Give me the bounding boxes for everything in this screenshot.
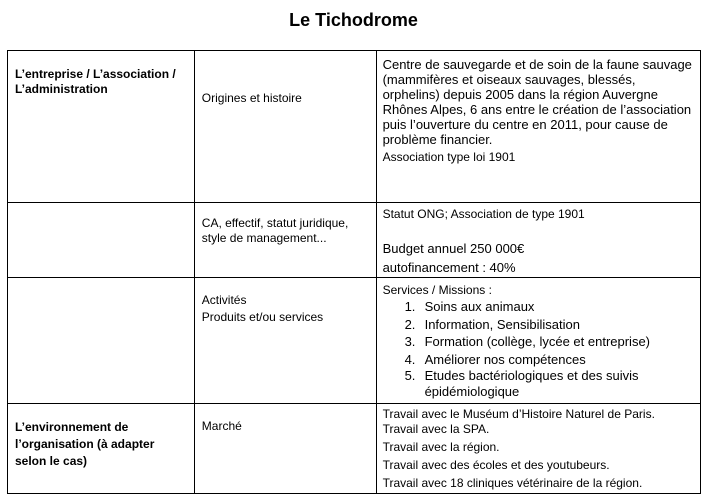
row-topic-cell — [194, 404, 376, 494]
row-topic-cell — [194, 51, 376, 203]
missions-header: Services / Missions : — [382, 283, 492, 297]
topic-label-activities: Activités — [201, 293, 247, 307]
association-type: Association type loi 1901 — [382, 150, 516, 164]
topic-label: CA, effectif, statut juridique, style de management... — [201, 216, 349, 245]
row-topic-cell — [194, 278, 376, 404]
category-label: L’entreprise / L’association / L’administration — [15, 67, 176, 96]
row-category-cell — [8, 51, 195, 203]
category-label: L’environnement de l’organisation (à adapter selon le cas) — [15, 420, 155, 468]
topic-label: Origines et histoire — [201, 90, 302, 105]
row-category-cell — [8, 404, 195, 494]
market-line: Travail avec des écoles et des youtubeurs. — [382, 458, 610, 472]
table-row — [8, 51, 701, 203]
annual-budget: Budget annuel 250 000€ — [382, 241, 525, 256]
list-item: 5. Etudes bactériologiques et des suivis épidémiologique — [404, 368, 639, 399]
document-title: Le Tichodrome — [289, 10, 418, 30]
table-row — [8, 203, 701, 278]
row-content-cell — [376, 51, 700, 203]
self-financing: autofinancement : 40% — [382, 260, 516, 275]
list-item: 4. Améliorer nos compétences — [404, 351, 586, 367]
row-content-cell — [376, 278, 700, 404]
row-content-cell — [376, 404, 700, 494]
market-line: Travail avec le Muséum d’Histoire Naturel de Paris. — [382, 407, 655, 421]
missions-list — [383, 298, 694, 400]
info-table — [7, 50, 701, 494]
market-line: Travail avec la SPA. — [382, 422, 490, 436]
market-line: Travail avec 18 cliniques vétérinaire de la région. — [382, 476, 643, 490]
row-category-cell — [8, 278, 195, 404]
history-text: Centre de sauvegarde et de soin de la faune sauvage (mammifères et oiseaux sauvages, blessés, orphelins) depuis 2005 dans la région Auvergne Rhônes Alpes, 6 ans entre le création de l’association puis l’ouverture du centre en 2011, pour cause de problème financier. — [382, 57, 692, 147]
table-row — [8, 404, 701, 494]
table-row — [8, 278, 701, 404]
row-content-cell — [376, 203, 700, 278]
market-line: Travail avec la région. — [382, 440, 500, 454]
list-item: 3. Formation (collège, lycée et entreprise) — [404, 334, 651, 349]
row-category-cell — [8, 203, 195, 278]
row-topic-cell — [194, 203, 376, 278]
topic-label: Marché — [201, 419, 242, 433]
topic-label-products: Produits et/ou services — [201, 310, 324, 324]
legal-status: Statut ONG; Association de type 1901 — [382, 207, 585, 221]
list-item: 2. Information, Sensibilisation — [404, 316, 580, 332]
list-item: 1. Soins aux animaux — [404, 299, 535, 314]
